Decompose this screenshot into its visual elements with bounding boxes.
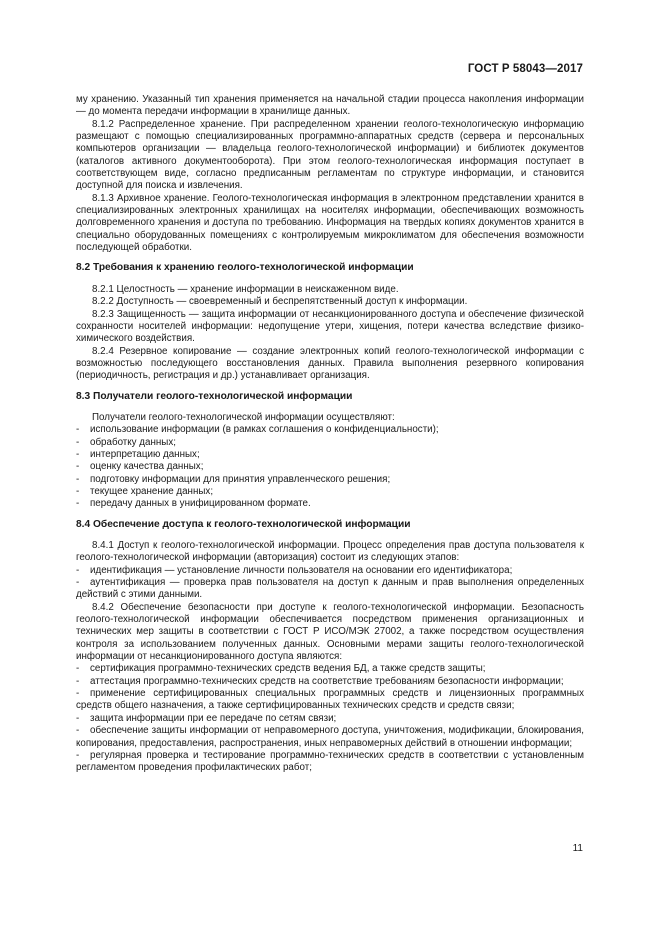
list-item: - идентификация — установление личности пользователя на основании его идентификатора; — [76, 564, 513, 576]
list-item: - аутентификация — проверка прав пользователя на доступ к данным и прав выполнения определенных действий с этими данными. — [76, 577, 584, 601]
recipients-list — [76, 424, 584, 510]
section-heading: 8.3 Получатели геолого-технологической информации — [76, 390, 353, 402]
paragraph: му хранению. Указанный тип хранения применяется на начальной стадии процесса накопления информации — до момента передачи информации в хранилище данных. — [76, 94, 584, 118]
list-item: - регулярная проверка и тестирование программно-технических средств в соответствии с установленным регламентом проведения профилактических работ; — [76, 749, 584, 774]
list-item: - защита информации при ее передаче по сетям связи; — [76, 712, 337, 724]
section-heading: 8.2 Требования к хранению геолого-технологической информации — [76, 262, 414, 274]
list-item: - текущее хранение данных; — [76, 485, 214, 497]
paragraph: 8.2.1 Целостность — хранение информации в неискаженном виде. — [92, 283, 399, 295]
auth-steps-list — [76, 565, 584, 602]
document-code: ГОСТ Р 58043—2017 — [467, 63, 583, 75]
list-item: - оценку качества данных; — [76, 461, 204, 473]
paragraph: Получатели геолого-технологической информации осуществляют: — [92, 411, 395, 423]
list-item: - применение сертифицированных специальных программных средств и лицензионных программных средств общего назначения, а также сертифицированных технических средств и средств связи; — [76, 688, 584, 712]
list-item: - обеспечение защиты информации от неправомерного доступа, уничтожения, модификации, блокирования, копирования, предоставления, распространения, иных неправомерных действий в отношении информации; — [76, 725, 584, 749]
paragraph: 8.4.1 Доступ к геолого-технологической информации. Процесс определения прав доступа пользователя к геолого-технологической информации (авторизация) состоит из следующих этапов: — [76, 540, 584, 564]
list-item: - обработку данных; — [76, 436, 176, 448]
list-item: - использование информации (в рамках соглашения о конфиденциальности); — [76, 424, 439, 436]
list-item: - подготовку информации для принятия управленческого решения; — [76, 473, 391, 485]
paragraph: 8.4.2 Обеспечение безопасности при доступе к геолого-технологической информации. Безопасность геолого-технологической информации обеспечивается посредством применения организационных и технических мер защиты в соответствии с ГОСТ Р ИСО/МЭК 27002, а также посредством осуществления контроля за использованием полученных данных. Основными мерами защиты геолого-технологической информации от несанкционированного доступа являются: — [76, 601, 584, 663]
document-body — [76, 94, 584, 775]
page-number: 11 — [572, 843, 583, 854]
paragraph: 8.2.2 Доступность — своевременный и беспрепятственный доступ к информации. — [92, 296, 468, 308]
paragraph: 8.2.4 Резервное копирование — создание электронных копий геолого-технологической информации с возможностью последующего восстановления данных. Правила выполнения резервного копирования (периодичность, регистрация и др.) устанавливает организация. — [76, 345, 584, 382]
list-item: - передачу данных в унифицированном формате. — [76, 498, 311, 510]
list-item: - аттестация программно-технических средств на соответствие требованиям безопасности информации; — [76, 675, 564, 687]
list-item: - интерпретацию данных; — [76, 448, 200, 460]
paragraph: 8.2.3 Защищенность — защита информации от несанкционированного доступа и обеспечение физической сохранности носителей информации: недопущение утери, хищения, потери качества вследствие физико-химического воздействия. — [76, 308, 584, 345]
paragraph: 8.1.3 Архивное хранение. Геолого-технологическая информация в электронном представлении хранится в специализированных электронных хранилищах на носителях информации, обеспечивающих возможность долговременного хранения и доступа по требованию. Информация на твердых копиях документов хранится в специально оборудованных помещениях с контролируемым микроклиматом для обеспечения возможности последующей обработки. — [76, 192, 584, 254]
section-heading: 8.4 Обеспечение доступа к геолого-технологической информации — [76, 518, 411, 530]
list-item: - сертификация программно-технических средств ведения БД, а также средств защиты; — [76, 663, 486, 675]
protection-measures-list — [76, 663, 584, 774]
paragraph: 8.1.2 Распределенное хранение. При распределенном хранении геолого-технологическую информацию размещают с помощью специализированных программно-аппаратных средств (сервера и персональных компьютеров организации — владельца геолого-технологической информации) и библиотек документов (каталогов активного документооборота). При этом геолого-технологическая информация поступает в соответствующем виде, согласно предписанным регламентам по структуре информации, и становится доступной для поиска и извлечения. — [76, 118, 584, 192]
